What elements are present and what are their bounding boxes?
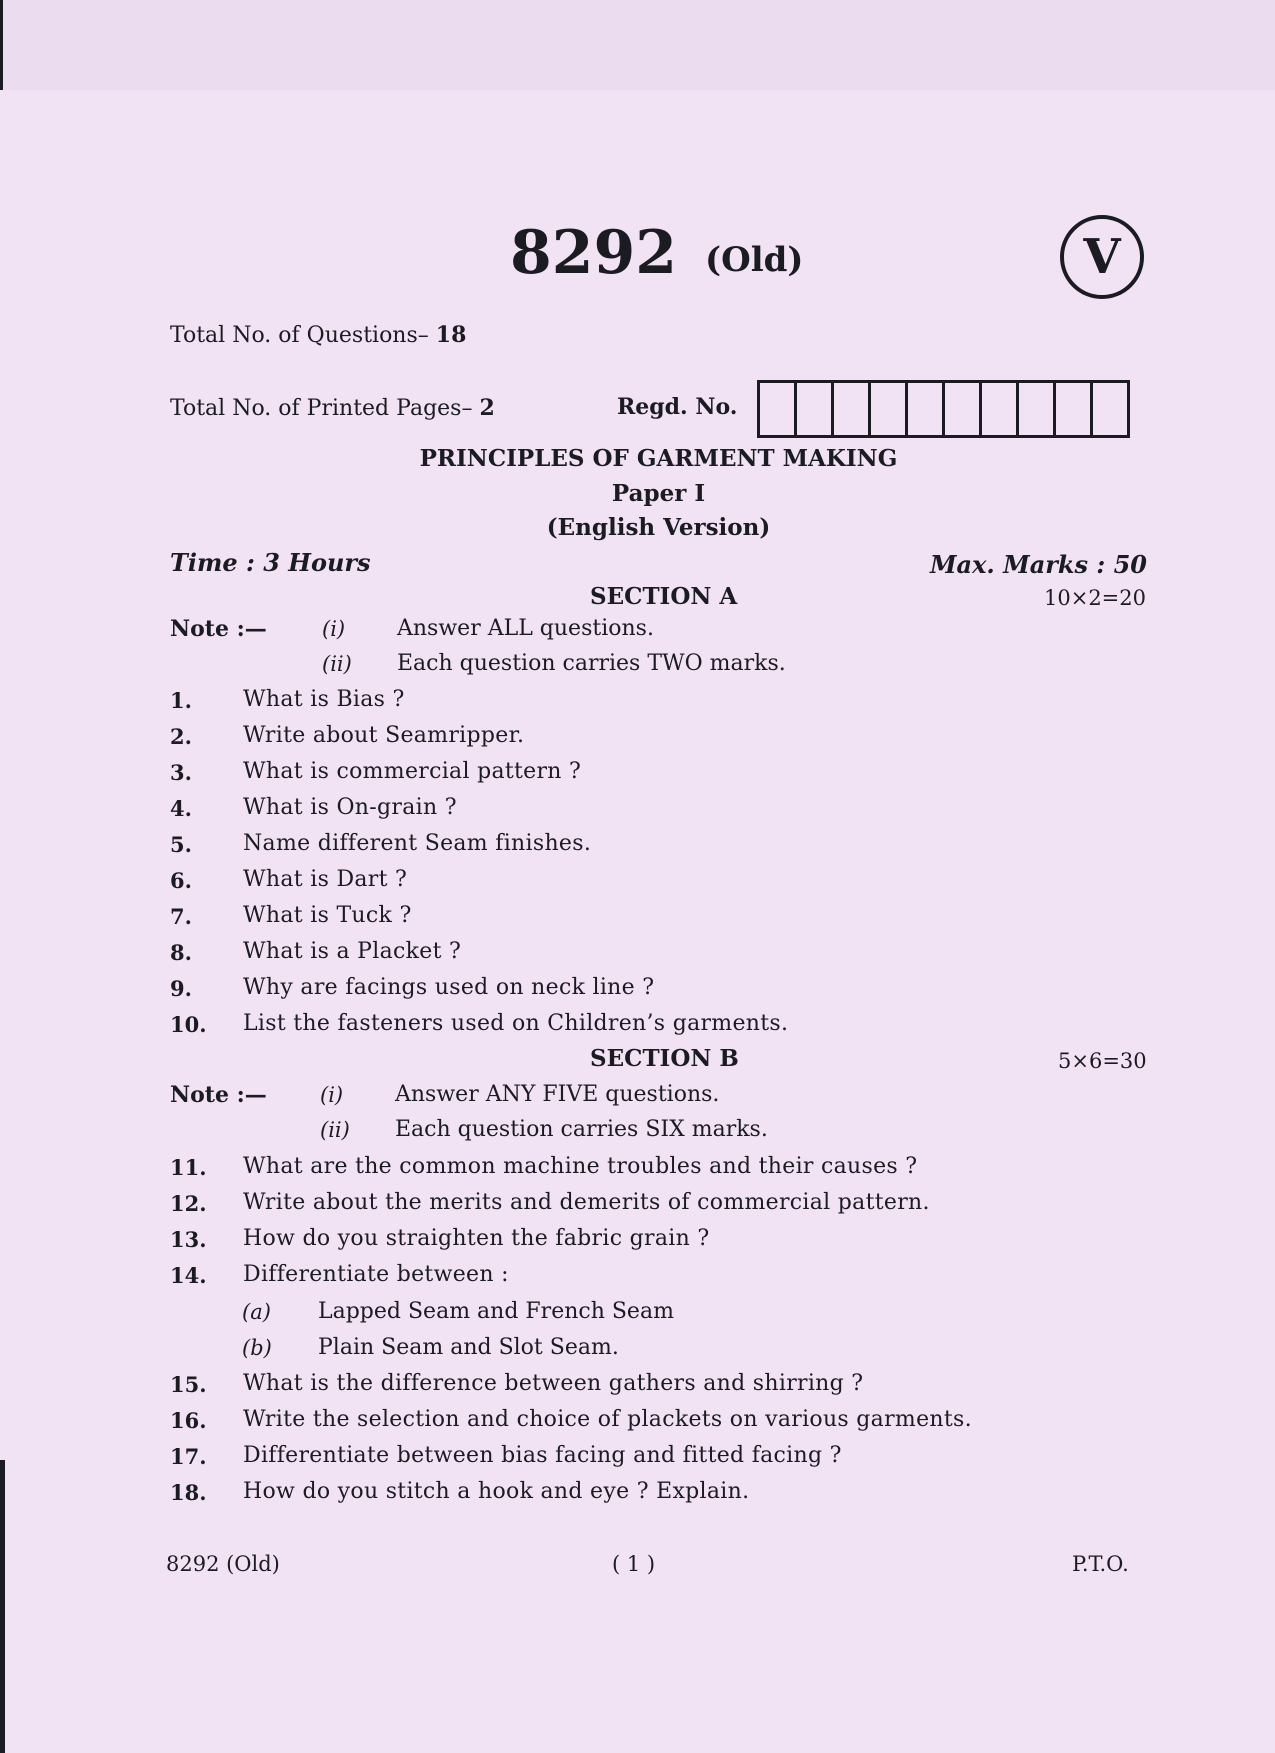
question-text: Write the selection and choice of plackets on various garments. — [243, 1407, 972, 1432]
note-text: Each question carries TWO marks. — [397, 651, 786, 676]
question-number: 6. — [170, 868, 192, 893]
version-badge — [1060, 215, 1144, 299]
question-number: 10. — [170, 1012, 207, 1037]
question-number: 3. — [170, 760, 192, 785]
question-number: 15. — [170, 1372, 207, 1397]
question-text: Differentiate between : — [243, 1262, 509, 1287]
question-text: List the fasteners used on Children’s garments. — [243, 1011, 789, 1036]
regd-number-boxes[interactable] — [757, 380, 1130, 438]
total-questions-label: Total No. of Questions– — [170, 323, 436, 348]
footer-pto: P.T.O. — [1072, 1552, 1129, 1576]
question-text: Write about the merits and demerits of commercial pattern. — [243, 1190, 930, 1215]
footer-page-number: ( 1 ) — [612, 1552, 656, 1576]
regd-box-cell[interactable] — [908, 383, 945, 435]
subject-title: PRINCIPLES OF GARMENT MAKING — [419, 445, 898, 472]
question-number: 5. — [170, 832, 192, 857]
scan-edge-shadow — [0, 1460, 5, 1753]
footer-paper-code: 8292 (Old) — [166, 1552, 280, 1576]
question-number: 2. — [170, 724, 192, 749]
question-number: 9. — [170, 976, 192, 1001]
note-number: (ii) — [320, 1118, 350, 1142]
regd-box-cell[interactable] — [760, 383, 797, 435]
question-text: What is Bias ? — [243, 687, 405, 712]
regd-box-cell[interactable] — [945, 383, 982, 435]
paper-title: Paper I — [611, 480, 706, 507]
question-text: How do you stitch a hook and eye ? Explain. — [243, 1479, 750, 1504]
language-version: (English Version) — [546, 514, 771, 541]
question-number: 8. — [170, 940, 192, 965]
question-number: 16. — [170, 1408, 207, 1433]
sub-question-label: (a) — [242, 1300, 271, 1324]
note-number: (i) — [320, 1083, 344, 1107]
total-pages — [170, 395, 495, 421]
question-text: What is commercial pattern ? — [243, 759, 582, 784]
section-b-marks: 5×6=30 — [1058, 1049, 1147, 1073]
section-b-note-label: Note :— — [170, 1082, 267, 1108]
time-allowed: Time : 3 Hours — [170, 548, 371, 577]
sub-question-text: Lapped Seam and French Seam — [318, 1299, 674, 1324]
paper-code-suffix: (Old) — [705, 240, 804, 280]
sub-question-text: Plain Seam and Slot Seam. — [318, 1335, 619, 1360]
question-text: What is a Placket ? — [243, 939, 462, 964]
question-number: 7. — [170, 904, 192, 929]
total-questions-value: 18 — [435, 322, 467, 348]
question-text: Differentiate between bias facing and fitted facing ? — [243, 1443, 842, 1468]
question-number: 13. — [170, 1227, 207, 1252]
regd-box-cell[interactable] — [1056, 383, 1093, 435]
section-a-marks: 10×2=20 — [1044, 586, 1146, 610]
question-text: What is Tuck ? — [243, 903, 412, 928]
question-text: Write about Seamripper. — [243, 723, 525, 748]
question-number: 11. — [170, 1155, 207, 1180]
sub-question-label: (b) — [242, 1336, 272, 1360]
question-text: How do you straighten the fabric grain ? — [243, 1226, 710, 1251]
note-text: Answer ALL questions. — [397, 616, 654, 641]
regd-box-cell[interactable] — [797, 383, 834, 435]
question-text: What is Dart ? — [243, 867, 408, 892]
regd-label: Regd. No. — [617, 394, 738, 420]
section-a-note-label: Note :— — [170, 616, 267, 642]
question-number: 18. — [170, 1480, 207, 1505]
total-pages-label: Total No. of Printed Pages– — [170, 396, 480, 421]
question-number: 17. — [170, 1444, 207, 1469]
question-number: 1. — [170, 688, 192, 713]
question-number: 12. — [170, 1191, 207, 1216]
question-text: What are the common machine troubles and their causes ? — [243, 1154, 918, 1179]
section-b-title: SECTION B — [590, 1045, 739, 1072]
note-text: Each question carries SIX marks. — [395, 1117, 768, 1142]
version-badge-letter: V — [1083, 229, 1121, 285]
question-text: Why are facings used on neck line ? — [243, 975, 655, 1000]
total-pages-value: 2 — [479, 395, 495, 421]
total-questions — [170, 322, 466, 348]
regd-box-cell[interactable] — [834, 383, 871, 435]
section-a-title: SECTION A — [590, 583, 738, 610]
question-number: 14. — [170, 1263, 207, 1288]
question-number: 4. — [170, 796, 192, 821]
note-number: (i) — [322, 617, 346, 641]
regd-box-cell[interactable] — [1019, 383, 1056, 435]
note-number: (ii) — [322, 652, 352, 676]
scan-edge-mark — [0, 0, 3, 90]
question-text: What is On-grain ? — [243, 795, 457, 820]
regd-box-cell[interactable] — [871, 383, 908, 435]
regd-box-cell[interactable] — [982, 383, 1019, 435]
regd-box-cell[interactable] — [1093, 383, 1130, 435]
max-marks: Max. Marks : 50 — [929, 550, 1147, 579]
note-text: Answer ANY FIVE questions. — [395, 1082, 720, 1107]
paper-code: 8292 — [510, 218, 677, 288]
question-text: What is the difference between gathers and shirring ? — [243, 1371, 864, 1396]
question-text: Name different Seam finishes. — [243, 831, 592, 856]
